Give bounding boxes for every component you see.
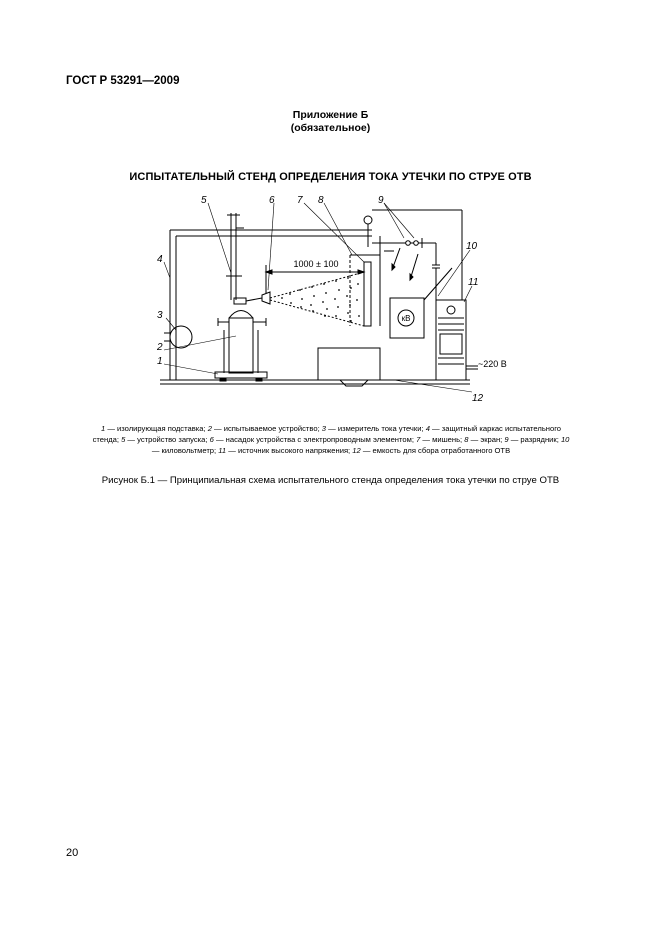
- legend-num-5: 5: [121, 435, 126, 444]
- document-id: ГОСТ Р 53291—2009: [66, 75, 180, 87]
- legend-text-6: — насадок устройства с электропроводным элементом;: [213, 435, 417, 444]
- legend-text-8: — экран;: [468, 435, 505, 444]
- appendix-title: Приложение Б: [292, 109, 369, 121]
- callout-3: 3: [157, 310, 163, 321]
- test-stand-diagram: [150, 192, 510, 404]
- appendix-subtitle: (обязательное): [290, 122, 371, 134]
- legend-text-3: — измеритель тока утечки;: [326, 424, 426, 433]
- callout-6: 6: [269, 195, 275, 206]
- legend-num-1: 1: [100, 424, 106, 433]
- appendix-heading: [0, 109, 661, 135]
- legend-num-11: 11: [218, 446, 227, 455]
- legend-text-10: — киловольтметр;: [151, 446, 219, 455]
- wiring: [372, 210, 462, 300]
- tested-device: [218, 298, 266, 373]
- legend-num-4: 4: [425, 424, 430, 433]
- kilovoltmeter: [390, 268, 452, 338]
- legend-num-3: 3: [321, 424, 327, 433]
- legend-text-1: — изолирующая подставка;: [105, 424, 208, 433]
- high-voltage-source: [436, 300, 478, 380]
- legend-num-8: 8: [464, 435, 469, 444]
- legend-text-7: — мишень;: [420, 435, 465, 444]
- nozzle: [262, 292, 270, 304]
- figure-caption: Рисунок Б.1 — Принципиальная схема испытательного стенда определения тока утечки по струе ОТВ: [101, 475, 560, 486]
- legend-text-11: — источник высокого напряжения;: [226, 446, 353, 455]
- legend-num-2: 2: [207, 424, 212, 433]
- legend-num-7: 7: [416, 435, 421, 444]
- section-title: ИСПЫТАТЕЛЬНЫЙ СТЕНД ОПРЕДЕЛЕНИЯ ТОКА УТЕЧКИ ПО СТРУЕ ОТВ: [129, 171, 532, 183]
- callout-5: 5: [201, 195, 207, 206]
- voltage-label: ~220 В: [478, 359, 507, 369]
- screen: [350, 236, 380, 326]
- callout-11: 11: [468, 277, 479, 288]
- spark-gap: [364, 216, 436, 280]
- page-number: 20: [66, 847, 79, 859]
- legend-num-10: 10: [560, 435, 570, 444]
- legend-text-4: — защитный каркас испытательного стенда;: [92, 424, 562, 444]
- collection-container: [318, 348, 380, 386]
- legend-num-6: 6: [209, 435, 214, 444]
- legend-num-12: 12: [352, 446, 361, 455]
- callout-9: 9: [378, 195, 384, 206]
- legend-text-9: — разрядник;: [508, 435, 561, 444]
- figure-legend: [88, 423, 574, 456]
- callout-8: 8: [318, 195, 324, 206]
- leak-current-meter: [164, 326, 192, 348]
- legend-text-2: — испытываемое устройство;: [211, 424, 322, 433]
- legend-text-5: — устройство запуска;: [125, 435, 210, 444]
- legend-text-12: — емкость для сбора отработанного ОТВ: [360, 446, 511, 455]
- callout-10: 10: [466, 241, 478, 252]
- dimension-label: 1000 ± 100: [293, 259, 339, 269]
- legend-num-9: 9: [504, 435, 509, 444]
- callout-4: 4: [157, 254, 163, 265]
- callout-1: 1: [157, 356, 163, 367]
- callout-7: 7: [297, 195, 303, 206]
- callout-2: 2: [157, 342, 163, 353]
- target: [364, 262, 371, 326]
- callout-12: 12: [472, 393, 484, 404]
- kilovoltmeter-label: кВ: [401, 314, 411, 323]
- launch-device: [226, 213, 244, 300]
